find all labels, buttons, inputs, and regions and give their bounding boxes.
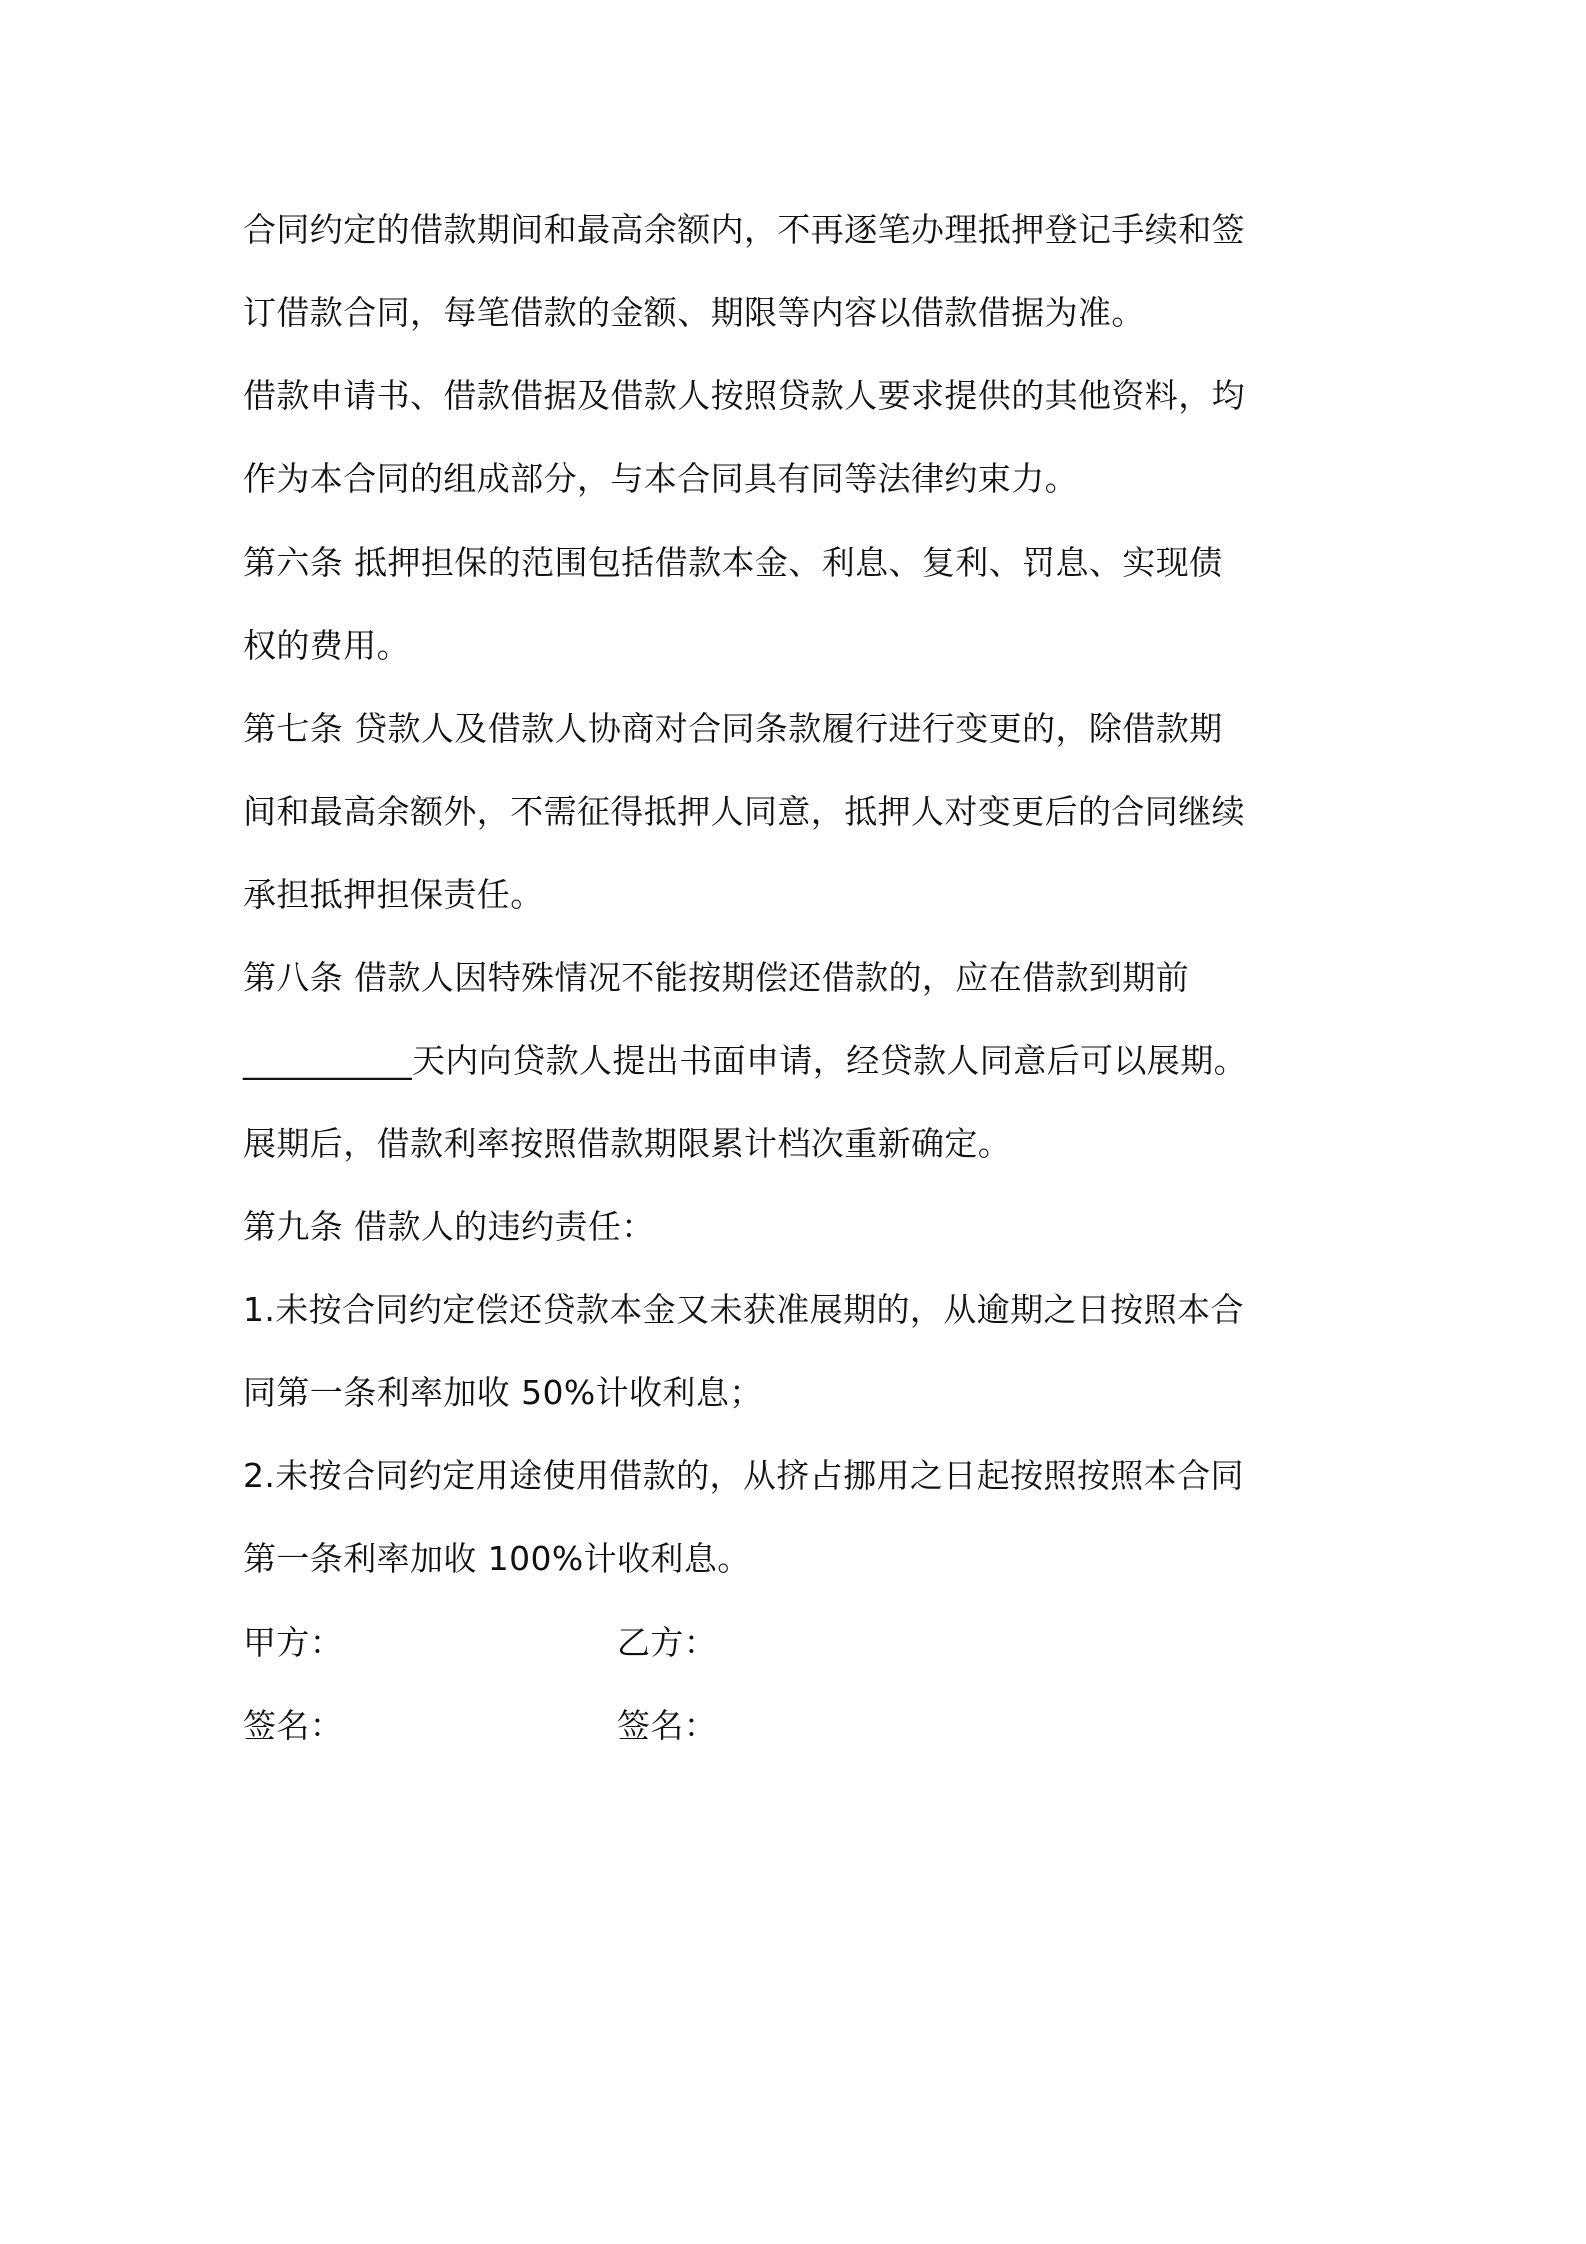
text-line: 同第一条利率加收 50%计收利息； — [243, 1373, 763, 1412]
party-b-label: 乙方： — [617, 1623, 718, 1662]
article-6-line: 第六条 抵押担保的范围包括借款本金、利息、复利、罚息、实现债 — [243, 543, 1223, 582]
text-line: 展期后，借款利率按照借款期限累计档次重新确定。 — [243, 1124, 1012, 1163]
text-line: 间和最高余额外，不需征得抵押人同意，抵押人对变更后的合同继续 — [243, 792, 1245, 831]
article-7-line: 第七条 贷款人及借款人协商对合同条款履行进行变更的，除借款期 — [243, 709, 1223, 748]
text-line: 承担抵押担保责任。 — [243, 875, 544, 914]
text-line: 作为本合同的组成部分，与本合同具有同等法律约束力。 — [243, 459, 1078, 498]
party-a-label: 甲方： — [243, 1623, 344, 1662]
text-line: 权的费用。 — [243, 626, 410, 665]
clause-1-line: 1.未按合同约定偿还贷款本金又未获准展期的，从逾期之日按照本合 — [243, 1290, 1244, 1329]
text-line: 订借款合同，每笔借款的金额、期限等内容以借款借据为准。 — [243, 293, 1145, 332]
clause-2-line: 2.未按合同约定用途使用借款的，从挤占挪用之日起按照按照本合同 — [243, 1456, 1244, 1495]
text-line: 合同约定的借款期间和最高余额内，不再逐笔办理抵押登记手续和签 — [243, 210, 1245, 249]
text-line: 借款申请书、借款借据及借款人按照贷款人要求提供的其他资料，均 — [243, 376, 1245, 415]
party-b-signature-label: 签名： — [617, 1706, 718, 1745]
article-8-line: 第八条 借款人因特殊情况不能按期偿还借款的，应在借款到期前 — [243, 958, 1190, 997]
article-9-line: 第九条 借款人的违约责任： — [243, 1207, 655, 1246]
party-a-signature-label: 签名： — [243, 1706, 344, 1745]
text-line: 第一条利率加收 100%计收利息。 — [243, 1539, 751, 1578]
text-line-with-blank: __________天内向贷款人提出书面申请，经贷款人同意后可以展期。 — [243, 1041, 1247, 1080]
